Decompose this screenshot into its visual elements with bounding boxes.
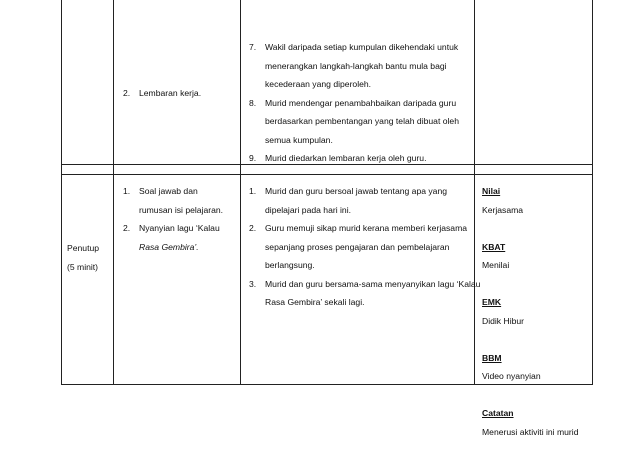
list-item: [249, 38, 459, 94]
list-line: Rasa Gembira’ sekali lagi.: [265, 297, 365, 307]
row2-notes: [482, 182, 578, 441]
content-list: [123, 182, 223, 256]
notes-heading-nilai: Nilai: [482, 186, 501, 196]
row2-activities: [249, 182, 480, 312]
stage-title: Penutup: [67, 243, 100, 253]
list-item: [249, 275, 480, 312]
list-line: sepanjang proses pengajaran dan pembelajaran: [265, 241, 450, 252]
list-item: [123, 219, 223, 256]
spacer: [482, 330, 578, 349]
list-item: [249, 219, 480, 275]
list-line: Soal jawab dan: [139, 186, 198, 196]
list-item: [249, 182, 480, 219]
list-number: 7.: [249, 42, 257, 52]
list-line: dipelajari pada hari ini.: [265, 204, 351, 215]
row1-activities: [249, 38, 459, 168]
notes-heading-catatan: Catatan: [482, 408, 514, 418]
list-line: Nyanyian lagu ‘Kalau: [139, 223, 220, 233]
list-line: rumusan isi pelajaran.: [139, 204, 224, 215]
list-number: 2.: [249, 223, 257, 233]
list-item: [123, 84, 201, 103]
notes-value-emk: Didik Hibur: [482, 315, 525, 326]
list-line: menerangkan langkah-langkah bantu mula bagi: [265, 60, 447, 71]
notes-value-bbm: Video nyanyian: [482, 371, 541, 381]
notes-value-catatan: Menerusi aktiviti ini murid: [482, 426, 579, 437]
list-line: Murid dan guru bersama-sama menyanyikan lagu ‘Kalau: [265, 278, 481, 289]
notes-heading-bbm: BBM: [482, 352, 502, 363]
closing-activities-list: [249, 182, 480, 312]
list-line: Murid mendengar penambahbaikan daripada guru: [265, 97, 457, 108]
list-number: 8.: [249, 97, 257, 108]
list-number: 3.: [249, 278, 257, 289]
col-border-1: [61, 0, 62, 385]
list-line: Lembaran kerja.: [139, 88, 202, 98]
stage-duration: (5 minit): [67, 261, 99, 272]
list-item: [123, 182, 223, 219]
list-line: berlangsung.: [265, 260, 315, 270]
list-line: kecederaan yang diperoleh.: [265, 79, 372, 89]
row1-materials: [123, 84, 201, 103]
row2-content: [123, 182, 223, 256]
spacer: [482, 219, 578, 238]
notes-heading-emk: EMK: [482, 297, 502, 307]
list-line: Wakil daripada setiap kumpulan dikehendaki untuk: [265, 42, 459, 52]
notes-value-kbat: Menilai: [482, 260, 510, 270]
notes-heading-kbat: KBAT: [482, 241, 506, 252]
col-border-5: [592, 0, 593, 385]
list-line: berdasarkan pembentangan yang telah dibuat oleh: [265, 116, 459, 126]
notes-value-nilai: Kerjasama: [482, 204, 524, 215]
list-line: Murid dan guru bersoal jawab tentang apa yang: [265, 186, 448, 196]
list-item: [249, 94, 459, 150]
row-divider: [61, 174, 593, 175]
list-number: 1.: [123, 186, 131, 196]
list-line: semua kumpulan.: [265, 134, 333, 145]
list-line: Guru memuji sikap murid kerana memberi kerjasama: [265, 223, 468, 233]
list-number: 1.: [249, 186, 257, 196]
spacer: [482, 275, 578, 294]
spacer: [482, 386, 578, 405]
row2-stage: [67, 239, 99, 276]
col-border-3: [240, 0, 241, 385]
activities-list: [249, 38, 459, 168]
list-item: [249, 149, 459, 168]
col-border-2: [113, 0, 114, 385]
list-number: 9.: [249, 153, 257, 163]
list-number: 2.: [123, 223, 131, 233]
materials-list: [123, 84, 201, 103]
list-line: Rasa Gembira’.: [139, 241, 199, 252]
list-line: Murid diedarkan lembaran kerja oleh guru.: [265, 153, 427, 163]
list-number: 2.: [123, 88, 131, 98]
